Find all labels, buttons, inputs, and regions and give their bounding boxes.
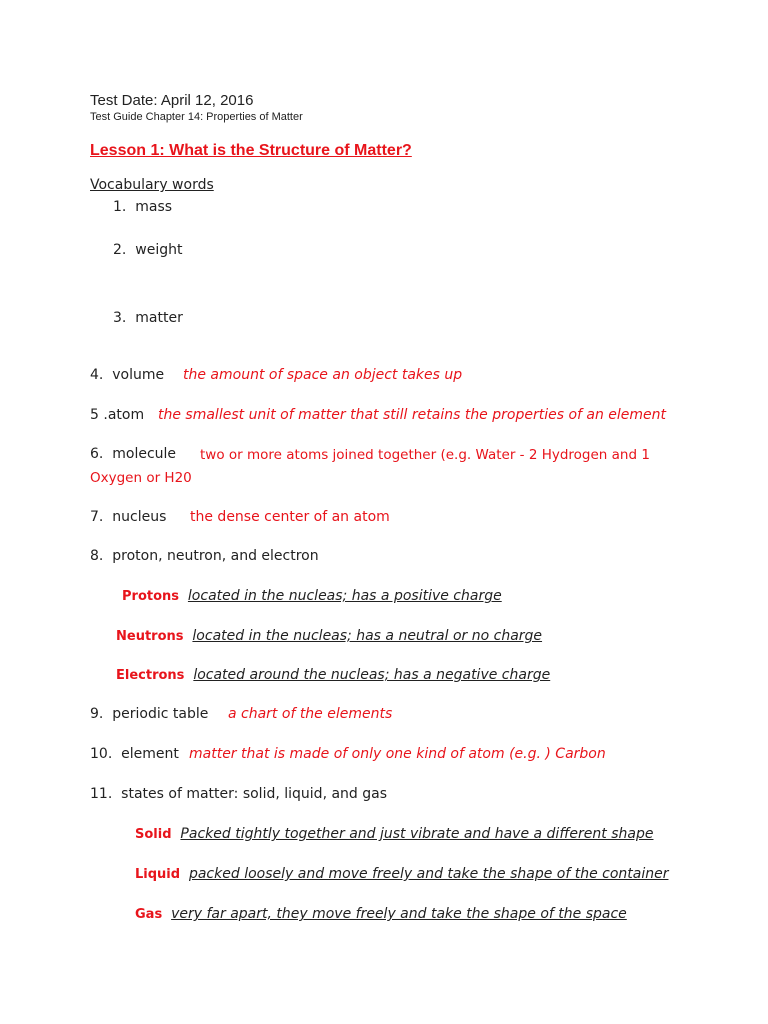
item-definition: two or more atoms joined together (e.g. Water - 2 Hydrogen and 1 xyxy=(200,447,650,463)
list-item xyxy=(113,199,172,215)
item-number: 8. xyxy=(90,548,104,564)
item-number: 1. xyxy=(113,199,127,215)
item-term: states of matter: xyxy=(121,786,239,802)
item-number: 11. xyxy=(90,786,113,802)
item-number: 4. xyxy=(90,367,104,383)
lesson-title: Lesson 1: What is the Structure of Matter? xyxy=(90,142,412,159)
state-row-solid xyxy=(135,826,653,842)
particle-row-neutrons xyxy=(116,628,542,644)
particle-description: located in the nucleas; has a positive charge xyxy=(187,588,502,604)
state-row-gas xyxy=(135,906,627,922)
list-item xyxy=(90,706,208,722)
vocab-heading: Vocabulary words xyxy=(90,177,214,193)
list-item xyxy=(113,310,183,326)
list-item xyxy=(90,746,179,762)
particle-row-electrons xyxy=(116,667,550,683)
particle-description: located in the nucleas; has a neutral or no charge xyxy=(192,628,543,644)
item-term: atom xyxy=(107,407,145,423)
state-label: Liquid xyxy=(135,867,181,882)
list-item xyxy=(90,509,166,525)
list-item xyxy=(113,242,182,258)
particle-row-protons xyxy=(122,588,502,604)
list-item xyxy=(90,446,176,462)
item-term: proton, neutron, and electron xyxy=(112,548,319,564)
item-term: molecule xyxy=(112,446,177,462)
item-term: matter xyxy=(135,310,183,326)
test-date: Test Date: April 12, 2016 xyxy=(90,92,254,109)
item-term-rest: solid, liquid, and gas xyxy=(238,786,388,802)
item-number: 7. xyxy=(90,509,104,525)
item-number: 3. xyxy=(113,310,127,326)
state-description: Packed tightly together and just vibrate and have a different shape xyxy=(180,826,654,842)
list-item xyxy=(90,407,144,423)
item-definition: the amount of space an object takes up xyxy=(183,367,463,383)
guide-title: Test Guide Chapter 14: Properties of Matter xyxy=(90,111,303,123)
state-label: Solid xyxy=(135,827,172,842)
item-number: 2. xyxy=(113,242,127,258)
item-term: mass xyxy=(135,199,173,215)
state-description: very far apart, they move freely and take the shape of the space xyxy=(171,906,627,922)
item-term: element xyxy=(121,746,179,762)
item-definition: the dense center of an atom xyxy=(190,509,390,525)
state-description: packed loosely and move freely and take the shape of the container xyxy=(188,866,669,882)
item-term: volume xyxy=(112,367,165,383)
particle-label: Electrons xyxy=(116,668,185,683)
particle-label: Neutrons xyxy=(116,629,184,644)
particle-label: Protons xyxy=(122,589,180,604)
item-term: nucleus xyxy=(112,509,167,525)
state-row-liquid xyxy=(135,866,668,882)
state-label: Gas xyxy=(135,907,163,922)
item-number: 5 . xyxy=(90,407,108,423)
item-term: weight xyxy=(135,242,183,258)
list-item xyxy=(90,786,387,802)
item-definition: a chart of the elements xyxy=(228,706,393,722)
item-number: 9. xyxy=(90,706,104,722)
item-definition: the smallest unit of matter that still retains the properties of an element xyxy=(158,407,667,423)
item-term: periodic table xyxy=(112,706,209,722)
item-definition: matter that is made of only one kind of atom (e.g. ) Carbon xyxy=(189,746,606,762)
item-definition-continued: Oxygen or H20 xyxy=(90,470,192,486)
item-number: 10. xyxy=(90,746,113,762)
particle-description: located around the nucleas; has a negative charge xyxy=(193,667,551,683)
list-item xyxy=(90,548,319,564)
list-item xyxy=(90,367,164,383)
item-number: 6. xyxy=(90,446,104,462)
